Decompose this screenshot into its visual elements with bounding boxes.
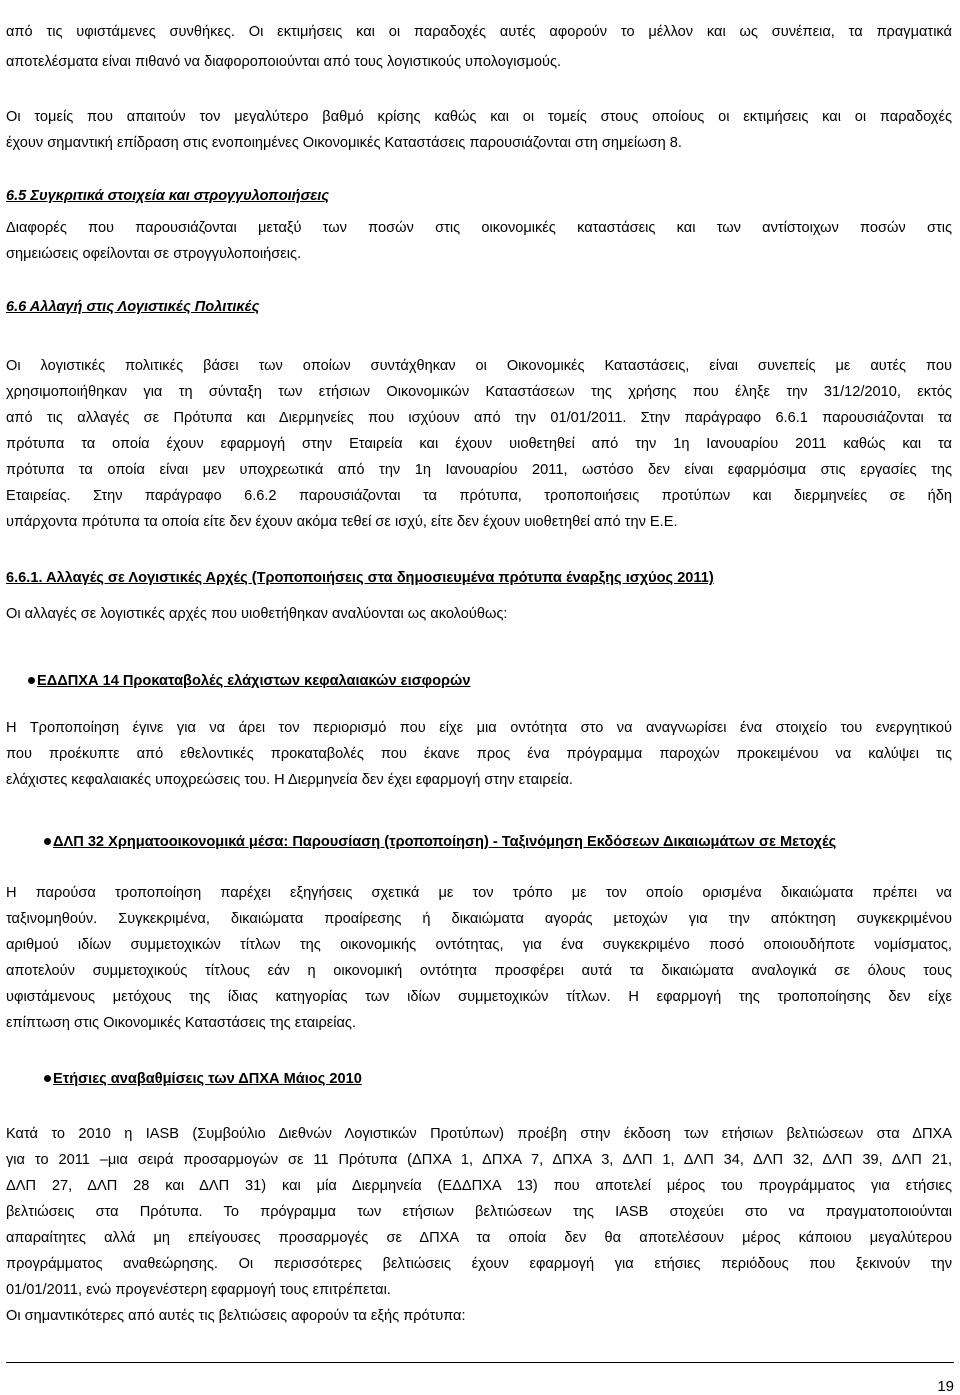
annual-line-7: 01/01/2011, ενώ προγενέστερη εφαρμογή τους επιτρέπεται. [6, 1282, 391, 1298]
dlp-32-line-1: Η παρούσα τροποποίηση παρέχει εξηγήσεις σχετικά με τον τρόπο με τον οποίο ορισμένα δικαιώματα πρέπει να [6, 885, 952, 901]
bullet-title: ΔΛΠ 32 Χρηματοοικονομικά μέσα: Παρουσίαση (τροποποίηση) - Ταξινόμηση Εκδόσεων Δικαιωμάτων σε Μετοχές [53, 834, 837, 850]
annual-line-3: ΔΛΠ 27, ΔΛΠ 28 και ΔΛΠ 31) και μία Διερμηνεία (ΕΔΔΠΧΑ 13) που αποτελεί μέρος του προγράμματος για ετήσιες [6, 1178, 952, 1194]
bullet-title: Ετήσιες αναβαθμίσεις των ΔΠΧΑ Μάιος 2010 [53, 1071, 362, 1087]
section-6-5-heading: 6.5 Συγκριτικά στοιχεία και στρογγυλοποιήσεις [6, 188, 330, 204]
sectors-line-1: Οι τομείς που απαιτούν τον μεγαλύτερο βαθμό κρίσης καθώς και οι τομείς στους οποίους οι εκτιμήσεις και οι παραδοχές [6, 109, 952, 125]
section-6-6-1-heading [6, 568, 714, 588]
bullet-item-edpxa-14 [28, 671, 470, 691]
bullet-title: ΕΔΔΠΧΑ 14 Προκαταβολές ελάχιστων κεφαλαιακών εισφορών [37, 673, 471, 689]
annual-line-4: βελτιώσεις στα Πρότυπα. Το πρόγραμμα των ετήσιων βελτιώσεων της IASB στοχεύει στο να πραγματοποιούνται [6, 1204, 952, 1220]
intro-line-1: από τις υφιστάμενες συνθήκες. Οι εκτιμήσεις και οι παραδοχές αυτές αφορούν το μέλλον και ως συνέπεια, τα πραγματικά [6, 24, 952, 40]
dlp-32-line-2: ταξινομηθούν. Συγκεκριμένα, δικαιώματα προαίρεσης ή δικαιώματα αγοράς μετοχών για την απόκτηση συγκεκριμένου [6, 911, 952, 927]
edpxa-14-line-1: Η Τροποποίηση έγινε για να άρει τον περιορισμό που είχε μια οντότητα στο να αναγνωρίσει ένα στοιχείο του ενεργητικού [6, 720, 952, 736]
page-number: 19 [937, 1378, 954, 1395]
sectors-line-2: έχουν σημαντική επίδραση στις ενοποιημένες Οικονομικές Καταστάσεις παρουσιάζονται στη σημείωση 8. [6, 135, 682, 151]
annual-line-1: Κατά το 2010 η IASB (Συμβούλιο Διεθνών Λογιστικών Προτύπων) προέβη στην έκδοση των ετήσιων βελτιώσεων στα ΔΠΧΑ [6, 1126, 952, 1142]
dlp-32-line-6: επίπτωση στις Οικονομικές Καταστάσεις της εταιρείας. [6, 1015, 357, 1031]
bullet-icon [28, 677, 35, 684]
footer-divider [6, 1362, 954, 1363]
edpxa-14-line-2: που προέκυπτε από εθελοντικές προκαταβολές που έκανε προς ένα πρόγραμμα παροχών προκειμένου να καλύψει τις [6, 746, 952, 762]
annual-line-6: προγράμματος αναθεώρησης. Οι περισσότερες βελτιώσεις έχουν εφαρμογή για ετήσιες περιόδους που ξεκινούν την [6, 1256, 952, 1272]
dlp-32-line-3: αριθμού ιδίων συμμετοχικών τίτλων της οικονομικής οντότητας, για ένα συγκεκριμένο ποσό οποιουδήποτε νομίσματος, [6, 937, 952, 953]
section-6-6-line-7: υπάρχοντα πρότυπα τα οποία είτε δεν έχουν ακόμα τεθεί σε ισχύ, είτε δεν έχουν υιοθετηθεί από την Ε.Ε. [6, 514, 678, 530]
dlp-32-line-4: αποτελούν συμμετοχικούς τίτλους εάν η οικονομική οντότητα προσφέρει αυτά τα δικαιώματα αναλογικά σε όλους τους [6, 963, 952, 979]
bullet-item-annual-improvements [44, 1069, 362, 1089]
bullet-item-dlp-32 [44, 832, 836, 852]
section-6-6-line-3: από τις αλλαγές σε Πρότυπα και Διερμηνείες που ισχύουν από την 01/01/2011. Στην παράγραφο 6.6.1 παρουσιάζονται τα [6, 410, 952, 426]
section-6-6-line-6: Εταιρείας. Στην παράγραφο 6.6.2 παρουσιάζονται τα πρότυπα, τροποποιήσεις προτύπων και διερμηνείες σε ήδη [6, 488, 952, 504]
section-6-6-heading: 6.6 Αλλαγή στις Λογιστικές Πολιτικές [6, 299, 260, 315]
annual-line-8: Οι σημαντικότερες από αυτές τις βελτιώσεις αφορούν τα εξής πρότυπα: [6, 1308, 466, 1324]
section-6-5-line-2: σημειώσεις οφείλονται σε στρογγυλοποιήσεις. [6, 246, 302, 262]
annual-line-2: για το 2011 –μια σειρά προσαρμογών σε 11 Πρότυπα (ΔΠΧΑ 1, ΔΠΧΑ 7, ΔΠΧΑ 3, ΔΛΠ 1, ΔΛΠ 34, ΔΛΠ 32, ΔΛΠ 39, ΔΛΠ 21, [6, 1152, 952, 1168]
intro-line-2: αποτελέσματα είναι πιθανό να διαφοροποιούνται από τους λογιστικούς υπολογισμούς. [6, 54, 562, 70]
annual-line-5: απαραίτητες αλλά μη επείγουσες προσαρμογές σε ΔΠΧΑ τα οποία δεν θα αποτελέσουν μέρος κάποιου μεγαλύτερου [6, 1230, 952, 1246]
section-6-6-line-4: πρότυπα τα οποία έχουν εφαρμογή στην Εταιρεία και έχουν υιοθετηθεί από την 1η Ιανουαρίου 2011 καθώς και τα [6, 436, 952, 452]
section-6-6-line-2: χρησιμοποιήθηκαν για τη σύνταξη των ετήσιων Οικονομικών Καταστάσεων της χρήσης που έληξε την 31/12/2010, εκτός [6, 384, 952, 400]
section-6-6-line-1: Οι λογιστικές πολιτικές βάσει των οποίων συντάχθηκαν οι Οικονομικές Καταστάσεις, είναι συνεπείς με αυτές που [6, 358, 952, 374]
section-6-5-line-1: Διαφορές που παρουσιάζονται μεταξύ των ποσών στις οικονομικές καταστάσεις και των αντίστοιχων ποσών στις [6, 220, 952, 236]
dlp-32-line-5: υφιστάμενους μετόχους της ίδιας κατηγορίας των ιδίων συμμετοχικών τίτλων. Η εφαρμογή της τροποποίησης δεν είχε [6, 989, 952, 1005]
section-6-6-1-intro: Οι αλλαγές σε λογιστικές αρχές που υιοθετήθηκαν αναλύονται ως ακολούθως: [6, 606, 508, 622]
bullet-icon [44, 1075, 51, 1082]
section-6-6-line-5: πρότυπα τα οποία είναι μεν υποχρεωτικά από την 1η Ιανουαρίου 2011, ωστόσο δεν είναι εφαρμόσιμα στις εργασίες της [6, 462, 952, 478]
edpxa-14-line-3: ελάχιστες κεφαλαιακές υποχρεώσεις του. Η Διερμηνεία δεν έχει εφαρμογή στην εταιρεία. [6, 772, 573, 788]
bullet-icon [44, 838, 51, 845]
section-6-6-1-heading-text: 6.6.1. Αλλαγές σε Λογιστικές Αρχές (Τροποποιήσεις στα δημοσιευμένα πρότυπα έναρξης ισχύος 2011) [6, 570, 714, 586]
